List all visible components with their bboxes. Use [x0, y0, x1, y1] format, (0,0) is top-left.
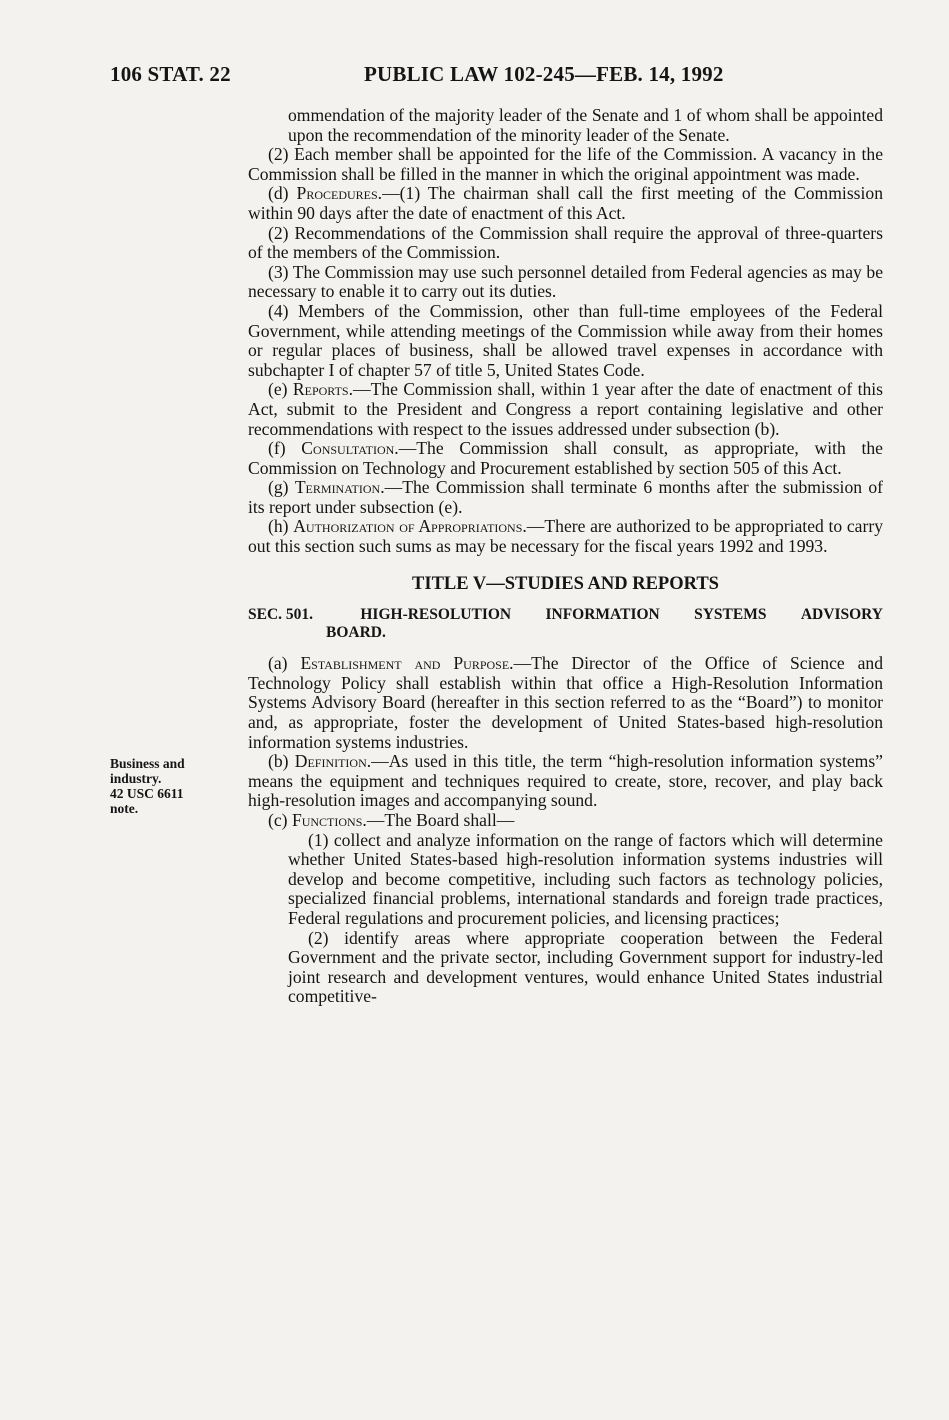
margin-note-line: 42 USC 6611: [110, 786, 184, 801]
subsection-text: .—The Commission shall, within 1 year after the date of enactment of this Act, submit to the President and Congress a report containing legislative and other recommendations with respect to the issues addressed under subsection (b).: [248, 379, 884, 439]
page-header: [110, 62, 890, 90]
list-item: (1) collect and analyze information on the range of factors which will determine whether United States-based high-resolution information systems industries will develop and become competitive, including such factors as technology policies, specialized financial problems, international standards and foreign trade practices, Federal regulations and procurement policies, and licensing practices;: [288, 829, 883, 928]
paragraph-procedures: [248, 184, 883, 223]
subsection-label: (b): [268, 751, 295, 772]
subsection-text: .—The Board shall—: [362, 810, 515, 830]
subsection-text: .—(1) The chairman shall call the first meeting of the Commission within 90 days after the date of enactment of this Act.: [248, 183, 883, 223]
section-word: HIGH-RESOLUTION: [360, 606, 512, 624]
subsection-heading: Reports: [292, 379, 349, 400]
section-heading-line: BOARD.: [326, 624, 386, 642]
section-heading-line: [248, 606, 883, 624]
law-body-text: [248, 106, 883, 1007]
paragraph-definition: [248, 752, 883, 811]
section-word: INFORMATION: [545, 606, 660, 624]
paragraph-functions: [248, 811, 883, 831]
subsection-heading: Termination: [294, 477, 381, 498]
subsection-text: .—The Commission shall consult, as appropriate, with the Commission on Technology and Procurement established by section 505 of this Act.: [248, 438, 883, 478]
paragraph: (2) Each member shall be appointed for the life of the Commission. A vacancy in the Commission shall be filled in the manner in which the original appointment was made.: [248, 144, 883, 184]
section-word: SYSTEMS: [694, 606, 767, 624]
margin-note-line: note.: [110, 801, 139, 816]
subsection-label: (e): [268, 379, 293, 400]
subsection-label: (h): [268, 516, 294, 537]
subsection-label: (c): [268, 810, 292, 830]
subsection-heading: Authorization of Appropriations: [293, 516, 523, 537]
paragraph: (4) Members of the Commission, other than full-time employees of the Federal Government, while attending meetings of the Commission while away from their homes or regular places of business, shall be allowed travel expenses in accordance with subchapter I of chapter 57 of title 5, United States Code.: [248, 300, 883, 380]
paragraph-reports: [248, 380, 883, 439]
subsection-heading: Establishment and Purpose: [300, 653, 510, 674]
public-law-citation: PUBLIC LAW 102-245—FEB. 14, 1992: [364, 62, 724, 86]
paragraph-authorization: [248, 517, 883, 556]
list-item: (2) identify areas where appropriate cooperation between the Federal Government and the private sector, including Government support for industry-led joint research and development ventures, would enhance United States industrial competitive-: [288, 927, 883, 1007]
section-heading: [248, 606, 883, 642]
subsection-heading: Procedures: [296, 183, 378, 204]
subsection-text: .—As used in this title, the term “high-resolution information systems” means the equipment and techniques required to create, store, recover, and play back high-resolution images and accompanying sound.: [248, 751, 883, 811]
subsection-label: (g): [268, 477, 295, 498]
stat-page-number: 106 STAT. 22: [110, 62, 231, 86]
title-heading: TITLE V—STUDIES AND REPORTS: [412, 573, 719, 594]
subsection-text: .—There are authorized to be appropriated to carry out this section such sums as may be necessary for the fiscal years 1992 and 1993.: [248, 516, 884, 557]
paragraph-consultation: [248, 439, 883, 478]
section-number: SEC. 501.: [248, 606, 314, 624]
subsection-heading: Consultation: [301, 438, 395, 459]
paragraph-termination: [248, 478, 883, 517]
subsection-heading: Definition: [294, 751, 367, 772]
paragraph: (2) Recommendations of the Commission shall require the approval of three-quarters of the members of the Commission.: [248, 222, 883, 263]
subsection-label: (a): [268, 653, 301, 674]
margin-note: [110, 756, 230, 816]
section-word: ADVISORY: [800, 606, 883, 624]
paragraph-establishment: [248, 654, 883, 752]
subsection-text: .—The Commission shall terminate 6 months after the submission of its report under subsection (e).: [248, 477, 883, 517]
subsection-label: (f): [268, 438, 302, 459]
margin-note-line: industry.: [110, 771, 162, 786]
subsection-text: .—The Director of the Office of Science and Technology Policy shall establish within that office a High-Resolution Information Systems Advisory Board (hereafter in this section referred to as the “Board”) to monitor and, as appropriate, foster the development of United States-based high-resolution information systems industries.: [248, 653, 883, 752]
subsection-heading: Functions: [291, 810, 363, 830]
margin-note-line: Business and: [110, 756, 185, 771]
paragraph: ommendation of the majority leader of the Senate and 1 of whom shall be appointed upon the recommendation of the minority leader of the Senate.: [288, 105, 883, 145]
paragraph: (3) The Commission may use such personnel detailed from Federal agencies as may be necessary to enable it to carry out its duties.: [248, 261, 883, 302]
subsection-label: (d): [268, 183, 297, 204]
